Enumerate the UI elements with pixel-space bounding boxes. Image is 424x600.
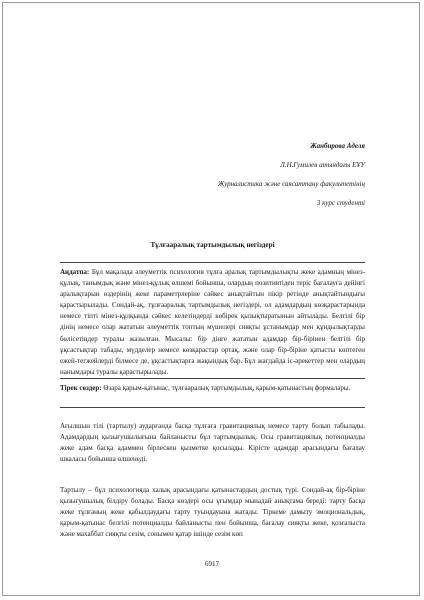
author-block	[218, 141, 365, 217]
page-number: 6917	[205, 560, 219, 568]
author-faculty: Журналистика және саясаттану факультетінің	[217, 180, 365, 189]
keywords-paragraph	[60, 383, 365, 394]
body-paragraph-1: Ағылшын тілі (тартылу) аударғанда басқа тұлғаға гравитациялық немесе тарту болып табылады. Адамдардың қызығушылығына байланысты бұл тартымдылық. Осы гравитациялық потенциалды жеке адам басқа адаммен бірлескен қызметке қосылады. Кірісте адамдар арасындағы бағалау шкаласы бойынша өлшенеді.	[60, 422, 365, 464]
abstract-label: Аңдатпа:	[60, 268, 90, 276]
abstract-text: Бұл мақалада әлеуметтік психология тұлға аралық тартымдылықты жеке адамның мінез-құлық, танымдық және мінез-құлық өлшемі бойынша, олардың позитивтіден теріс бағалауға дейінгі аралықтарын өздерінің жеке параметрлеріне сәйкес анықтайтын пікір ретінде анықтайтындығы қарастырылады. Сондай-ақ, тұлғааралық тартымдылық негіздері, ол адамдардың көзқарастарында немесе тіпті мінез-құлқында сәйкес келетіндерді көбірек қызықтыратынын айтылады. Белгілі бір дінің немесе олар жататын әлеуметтік топтың мүшелері сияқты ұстанымдар мен құндылықтарды бөлісетіндер туралы жазылған. Мысалы: бір дінге жататын адамдар бір-бірінен белгілі бір ұқсастықтар табады, мүдделер немесе көзқарастар ортақ, және олар бір-біріне қатысты көптеген ежей-тегжейлерді білмесе де, ұқсастықтарға жақындық бар. Бұл жағдайда іс-әрекеттер мен олардың нанымдары туралы қарастырылады.	[60, 268, 366, 376]
keywords-label: Тірек сөздер:	[60, 384, 102, 392]
author-year: 3 курс студенті	[316, 199, 365, 208]
keywords-text: Өзара қарым-қатынас, тұлғааралық тартымдылық, қарым-қатынастың формалары.	[103, 384, 351, 392]
body-paragraph-2: Тартылу – бұл психологияда халық арасындағы қатынастардың достық түрі. Сондай-ақ бір-біріне қызығушылық білдіру болады. Басқа көздері осы ұғымдар мынадай анықтама береді: тарту басқа жеке тұлғаның жеке қабылдаудағы тарту туындауына жатады. Тіркеме дамыту эмоциональдық, қарым-қатынас белгілі потенциалды байланысты пен бойынша, бағалау сияқты жеке, қозғалыста және махаббат сияқты сезім, сонымен қатар ішінде сезім көп	[60, 486, 365, 539]
abstract-paragraph	[60, 267, 365, 378]
author-name: Жанбирова Аделя	[310, 142, 365, 150]
author-affiliation: Л.Н.Гумилев атындағы ЕҰУ	[280, 161, 365, 170]
divider-top	[60, 262, 365, 263]
paper-title: Тұлғааралық тартымдылық негіздері	[150, 241, 275, 249]
divider-middle	[60, 378, 365, 379]
divider-bottom	[60, 407, 365, 408]
